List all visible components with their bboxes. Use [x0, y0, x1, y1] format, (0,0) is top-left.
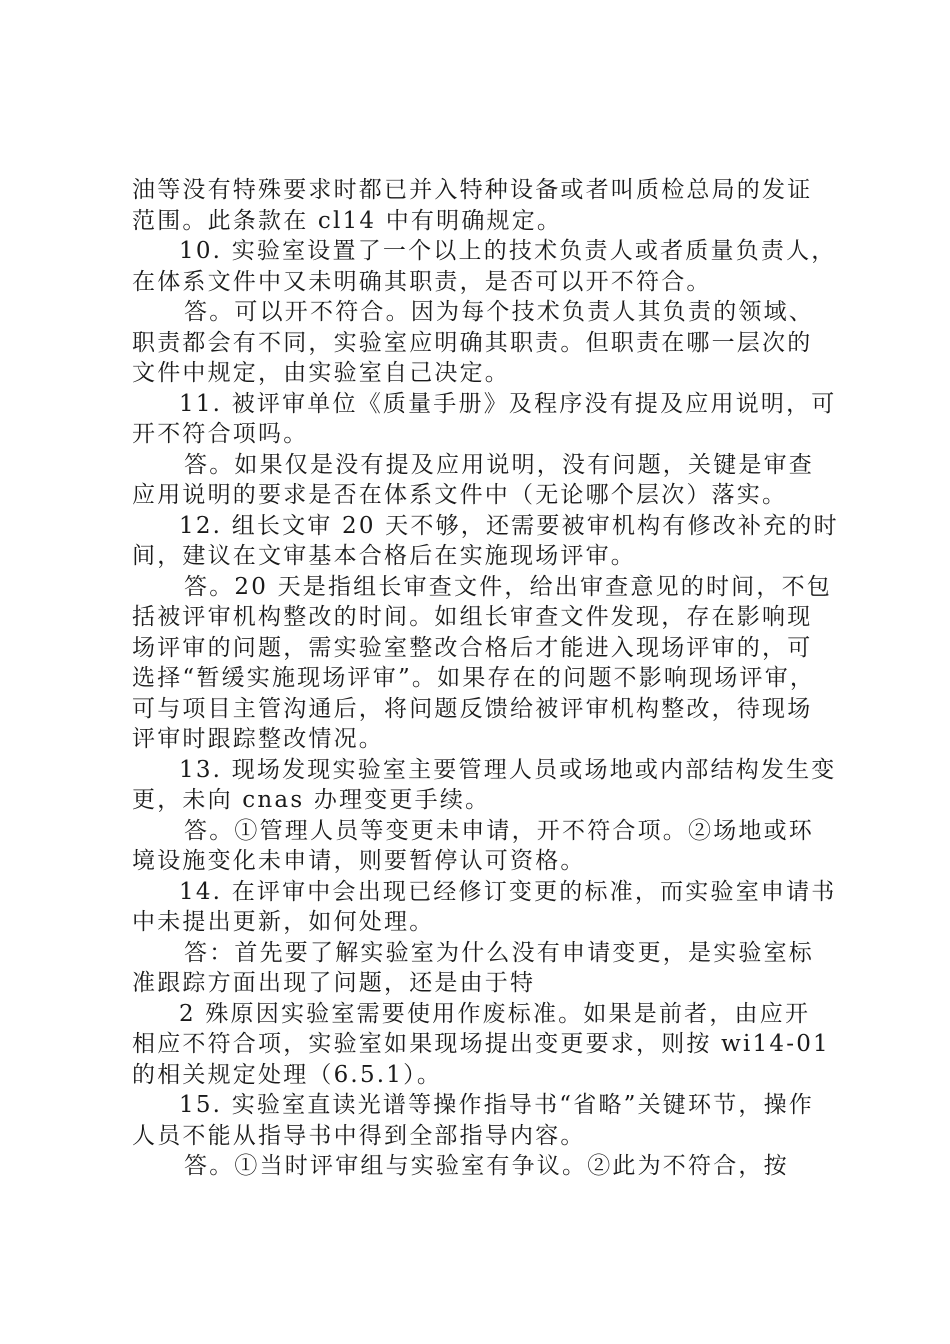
text-line: 准跟踪方面出现了问题，还是由于特	[132, 970, 536, 996]
text-line: 13. 现场发现实验室主要管理人员或场地或内部结构发生变	[179, 756, 837, 783]
text-line: 人员不能从指导书中得到全部指导内容。	[132, 1122, 586, 1149]
text-line: 评审时跟踪整改情况。	[132, 726, 384, 752]
text-line: 答。可以开不符合。因为每个技术负责人其负责的领域、	[184, 299, 814, 325]
text-line: 文件中规定，由实验室自己决定。	[132, 360, 510, 386]
text-line: 在体系文件中又未明确其职责，是否可以开不符合。	[132, 268, 712, 295]
text-line: 括被评审机构整改的时间。如组长审查文件发现，存在影响现	[132, 604, 813, 630]
document-body	[132, 175, 838, 1182]
text-line: 答。如果仅是没有提及应用说明，没有问题，关键是审查	[184, 451, 814, 478]
text-line: 14. 在评审中会出现已经修订变更的标准，而实验室申请书	[179, 878, 837, 905]
text-line: 2 殊原因实验室需要使用作废标准。如果是前者，由应开	[179, 1000, 811, 1027]
text-line: 境设施变化未申请，则要暂停认可资格。	[132, 848, 586, 874]
text-line: 场评审的问题，需实验室整改合格后才能进入现场评审的，可	[132, 634, 813, 661]
text-line: 答。20 天是指组长审查文件，给出审查意见的时间，不包	[184, 573, 832, 600]
text-line: 10. 实验室设置了一个以上的技术负责人或者质量负责人，	[179, 238, 837, 264]
text-line: 相应不符合项，实验室如果现场提出变更要求，则按 wi14-01	[132, 1031, 830, 1057]
text-line: 15. 实验室直读光谱等操作指导书“省略”关键环节，操作	[179, 1092, 815, 1118]
text-line: 开不符合项吗。	[132, 421, 309, 447]
text-line: 职责都会有不同，实验室应明确其职责。但职责在哪一层次的	[132, 329, 813, 356]
text-line: 中未提出更新，如何处理。	[132, 909, 435, 935]
text-line: 间，建议在文审基本合格后在实施现场评审。	[132, 543, 636, 569]
text-line: 可与项目主管沟通后，将问题反馈给被评审机构整改，待现场	[132, 695, 813, 722]
text-line: 答：首先要了解实验室为什么没有申请变更，是实验室标	[184, 939, 814, 966]
text-line: 11. 被评审单位《质量手册》及程序没有提及应用说明，可	[179, 390, 837, 417]
text-line: 应用说明的要求是否在体系文件中（无论哪个层次）落实。	[132, 482, 788, 508]
text-line: 更，未向 cnas 办理变更手续。	[132, 787, 491, 813]
text-line: 的相关规定处理（6.5.1）。	[132, 1061, 443, 1088]
text-line: 12. 组长文审 20 天不够，还需要被审机构有修改补充的时	[179, 512, 839, 539]
text-line: 选择“暂缓实施现场评审”。如果存在的问题不影响现场评审，	[132, 665, 816, 691]
text-line: 范围。此条款在 cl14 中有明确规定。	[132, 207, 563, 234]
text-line: 答。①当时评审组与实验室有争议。②此为不符合，按	[184, 1153, 789, 1179]
text-line: 答。①管理人员等变更未申请，开不符合项。②场地或环	[184, 817, 814, 844]
text-line: 油等没有特殊要求时都已并入特种设备或者叫质检总局的发证	[132, 177, 813, 203]
